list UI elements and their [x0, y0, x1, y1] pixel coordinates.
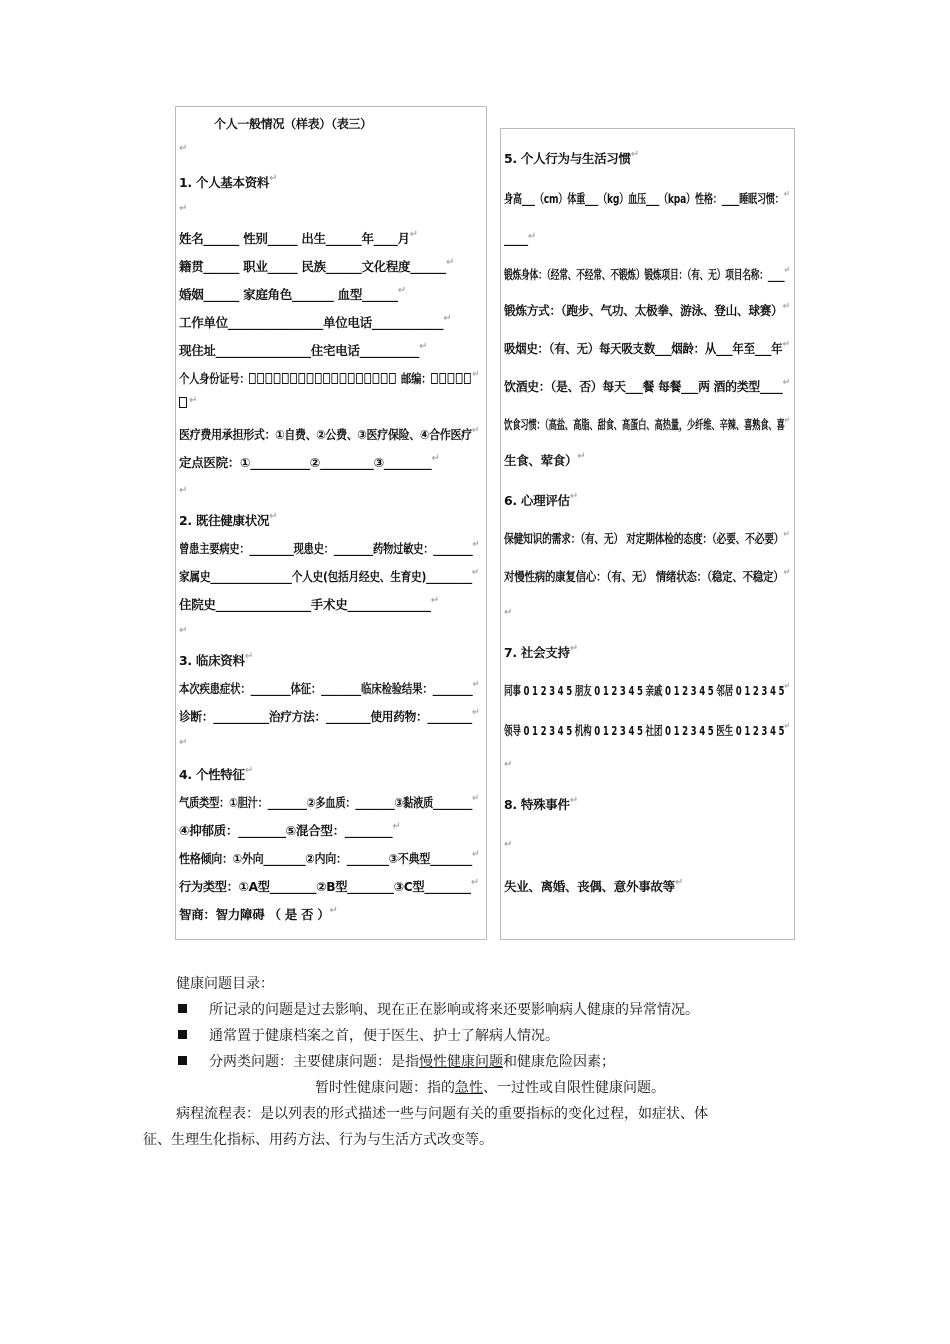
paragraph-mark-icon: ↵	[179, 143, 188, 154]
paragraph-mark-icon: ↵	[472, 369, 480, 380]
form-line: 同事 0 1 2 3 4 5 朋友 0 1 2 3 4 5 亲戚 0 1 2 3 4 5 邻居 0 1 2 3 4 5 ↵	[504, 681, 790, 698]
form-line: 领导 0 1 2 3 4 5 机构 0 1 2 3 4 5 社团 0 1 2 3 4 5 医生 0 1 2 3 4 5 ↵	[504, 721, 790, 738]
paragraph-mark-icon: ↵	[470, 877, 479, 888]
acute-link: 急性	[455, 1080, 483, 1096]
sub-item: 暂时性健康问题：指的急性、一过性或自限性健康问题。	[315, 1080, 665, 1096]
paragraph-mark-icon: ↵	[443, 313, 452, 324]
paragraph-mark-icon: ↵	[392, 821, 401, 832]
paragraph-mark-icon: ↵	[472, 849, 480, 860]
health-problem-heading: 健康问题目录：	[176, 976, 274, 992]
digit-box	[282, 373, 289, 384]
paragraph-mark-icon: ↵	[784, 415, 791, 426]
form-line: ____ ↵	[504, 231, 536, 246]
form-line: 诊断：__________治疗方法：________使用药物：________ ↵	[179, 707, 480, 724]
paragraph-mark-icon: ↵	[179, 203, 188, 214]
form-line: 定点医院：①__________②_________③________ ↵	[179, 453, 440, 470]
paragraph-mark-icon: ↵	[504, 759, 513, 770]
paragraph-mark-icon: ↵	[472, 793, 479, 804]
digit-box	[274, 373, 281, 384]
form-line: 饮酒史：（是、否）每天___餐 每餐___两 酒的类型____ ↵	[504, 377, 791, 394]
paragraph-mark-icon: ↵	[244, 651, 253, 662]
form-line: 锻炼方式：（跑步、气功、太极拳、游泳、登山、球赛） ↵	[504, 301, 790, 318]
form-line: 行为类型：①A型________②B型________③C型________ ↵	[179, 877, 479, 894]
digit-box	[332, 373, 339, 384]
bullet-square-icon	[178, 1004, 187, 1013]
paragraph-mark-icon: ↵	[569, 795, 578, 806]
paragraph-mark-icon: ↵	[674, 877, 683, 888]
form-line: 气质类型：①胆汁：________②多血质：________③黏液质________ ↵	[179, 793, 479, 810]
paragraph-mark-icon: ↵	[244, 765, 253, 776]
digit-box	[249, 373, 256, 384]
digit-box	[431, 373, 438, 384]
bullet-square-icon	[178, 1056, 187, 1065]
paragraph-mark-icon: ↵	[784, 681, 790, 692]
form-line: 锻炼身体：（经常、不经常、不锻炼）锻炼项目：（有、无）项目名称：____ ↵	[504, 265, 791, 282]
form-line: 工作单位________________单位电话____________ ↵	[179, 313, 452, 330]
digit-box	[448, 373, 455, 384]
digit-box	[373, 373, 380, 384]
digit-box	[291, 373, 298, 384]
paragraph-mark-icon: ↵	[409, 229, 418, 240]
form-line: 现住址________________住宅电话__________ ↵	[179, 341, 428, 358]
paragraph-mark-icon: ↵	[179, 625, 188, 636]
paragraph-line: 病程流程表：是以列表的形式描述一些与问题有关的重要指标的变化过程，如症状、体	[176, 1106, 708, 1122]
form-line: 曾患主要病史：_________现患史：________药物过敏史：________ ↵	[179, 539, 480, 556]
form-line: ④抑郁质：________⑤混合型：________ ↵	[179, 821, 401, 838]
paragraph-mark-icon: ↵	[472, 679, 480, 690]
paragraph-mark-icon: ↵	[577, 451, 586, 462]
digit-box	[340, 373, 347, 384]
form-line: 智商：智力障碍 （ 是 否 ） ↵	[179, 905, 338, 922]
form-line: 住院史________________手术史______________ ↵	[179, 595, 439, 612]
paragraph-mark-icon: ↵	[445, 257, 455, 268]
form-line: 5. 个人行为与生活习惯 ↵	[504, 149, 639, 166]
chronic-problem-link: 慢性健康问题	[419, 1054, 503, 1070]
paragraph-mark-icon: ↵	[630, 149, 639, 160]
paragraph-mark-icon: ↵	[527, 231, 536, 242]
paragraph-mark-icon: ↵	[471, 707, 480, 718]
form-line: 8. 特殊事件 ↵	[504, 795, 578, 812]
paragraph-mark-icon: ↵	[504, 607, 513, 618]
form-title: 个人一般情况（样表）（表三）	[214, 117, 372, 131]
paragraph-mark-icon: ↵	[504, 839, 513, 850]
personal-info-form-right	[500, 128, 795, 940]
digit-box	[324, 373, 331, 384]
form-line	[179, 395, 198, 410]
form-line: 身高___（cm）体重___（kg）血压___（kpa）性格：____睡眠习惯： ↵	[504, 189, 790, 206]
paragraph-line: 征、生理生化指标、用药方法、行为与生活方式改变等。	[143, 1132, 493, 1148]
paragraph-mark-icon: ↵	[179, 485, 188, 496]
digit-box	[299, 373, 306, 384]
form-line: 性格倾向：①外向________②内向：________③不典型________ ↵	[179, 849, 480, 866]
form-line: 饮食习惯：（高盐、高脂、甜食、高蛋白、高热量，少纤维、辛辣、喜熟食、喜 ↵	[504, 415, 791, 432]
paragraph-mark-icon: ↵	[472, 539, 480, 550]
form-line: 7. 社会支持 ↵	[504, 643, 578, 660]
digit-box	[389, 373, 396, 384]
paragraph-mark-icon: ↵	[329, 905, 338, 916]
form-line: 3. 临床资料 ↵	[179, 651, 253, 668]
digit-box	[348, 373, 355, 384]
paragraph-mark-icon: ↵	[419, 341, 428, 352]
form-line: 姓名______ 性别_____ 出生______年____月 ↵	[179, 229, 418, 246]
form-line: 1. 个人基本资料 ↵	[179, 173, 278, 190]
paragraph-mark-icon: ↵	[782, 339, 790, 350]
paragraph-mark-icon: ↵	[397, 285, 406, 296]
paragraph-mark-icon: ↵	[189, 395, 198, 406]
digit-box	[456, 373, 463, 384]
form-line: 6. 心理评估 ↵	[504, 491, 578, 508]
paragraph-mark-icon: ↵	[784, 265, 791, 276]
paragraph-mark-icon: ↵	[782, 377, 791, 388]
paragraph-mark-icon: ↵	[569, 643, 578, 654]
paragraph-mark-icon: ↵	[784, 721, 790, 732]
paragraph-mark-icon: ↵	[269, 173, 278, 184]
paragraph-mark-icon: ↵	[269, 511, 278, 522]
form-line: 对慢性病的康复信心：（有、无） 情绪状态：（稳定、不稳定） ↵	[504, 567, 791, 584]
form-line: 保健知识的需求：（有、无） 对定期体检的态度：（必要、不必要） ↵	[504, 529, 790, 546]
digit-box	[258, 373, 265, 384]
paragraph-mark-icon: ↵	[430, 595, 439, 606]
digit-box	[356, 373, 363, 384]
paragraph-mark-icon: ↵	[179, 737, 188, 748]
digit-box	[365, 373, 372, 384]
digit-box	[179, 397, 187, 408]
form-line: 家属史________________个人史(包括月经史、生育史)_________ ↵	[179, 567, 479, 584]
form-line: 4. 个性特征 ↵	[179, 765, 253, 782]
bullet-item: 分两类问题：主要健康问题：是指慢性健康问题和健康危险因素；	[178, 1051, 615, 1071]
paragraph-mark-icon: ↵	[783, 189, 790, 200]
form-line: 籍贯______ 职业_____ 民族______文化程度______ ↵	[179, 257, 455, 274]
paragraph-mark-icon: ↵	[782, 301, 790, 312]
bullet-item: 所记录的问题是过去影响、现在正在影响或将来还要影响病人健康的异常情况。	[178, 999, 699, 1019]
bullet-item: 通常置于健康档案之首，便于医生、护士了解病人情况。	[178, 1025, 559, 1045]
form-line: 2. 既往健康状况 ↵	[179, 511, 278, 528]
digit-box	[315, 373, 322, 384]
digit-box	[464, 373, 471, 384]
digit-box	[381, 373, 388, 384]
form-line: 医疗费用承担形式：①自费、②公费、③医疗保险、④合作医疗 ↵	[179, 425, 479, 442]
digit-box	[266, 373, 273, 384]
form-line: 失业、离婚、丧偶、意外事故等 ↵	[504, 877, 683, 894]
paragraph-mark-icon: ↵	[569, 491, 578, 502]
form-line: 生食、荤食） ↵	[504, 451, 586, 468]
bullet-square-icon	[178, 1030, 187, 1039]
paragraph-mark-icon: ↵	[471, 567, 479, 578]
form-line: 吸烟史：（有、无）每天吸支数___烟龄：从___年至___年 ↵	[504, 339, 790, 356]
form-line: 婚姻______ 家庭角色_______ 血型______ ↵	[179, 285, 406, 302]
personal-info-form-left	[175, 106, 487, 940]
paragraph-mark-icon: ↵	[783, 529, 790, 540]
paragraph-mark-icon: ↵	[471, 425, 479, 436]
form-line: 个人身份证号： 邮编： ↵	[179, 369, 480, 386]
digit-box	[307, 373, 314, 384]
form-line: 本次疾患症状：________体征：________临床检验结果：________ ↵	[179, 679, 480, 696]
digit-box	[439, 373, 446, 384]
paragraph-mark-icon: ↵	[783, 567, 791, 578]
paragraph-mark-icon: ↵	[431, 453, 440, 464]
